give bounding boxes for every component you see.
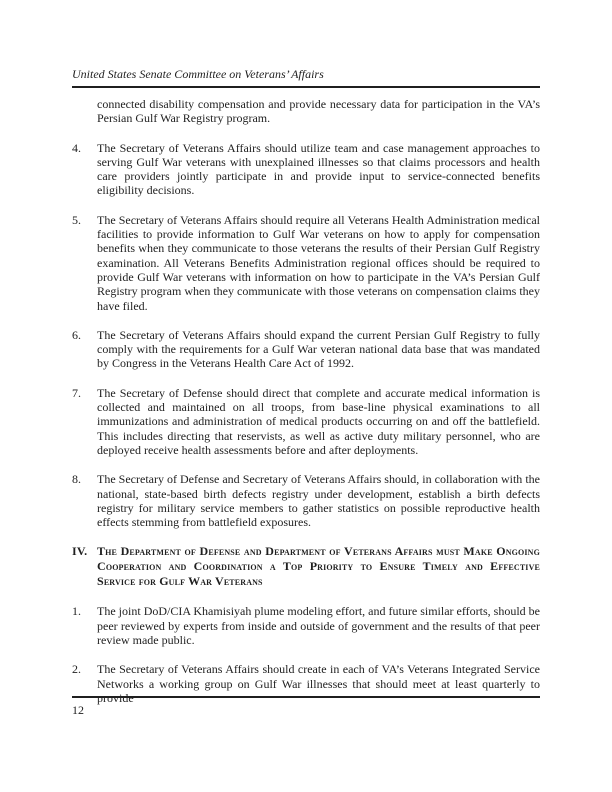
item-number: 6. — [72, 327, 81, 342]
paragraph-continuation: connected disability compensation and provide necessary data for participation in the VA’s Persian Gulf War Registry program. — [97, 97, 540, 126]
numbered-item — [72, 472, 540, 529]
item-number: 2. — [72, 662, 81, 677]
item-number: 4. — [72, 140, 81, 155]
numbered-item — [72, 141, 540, 198]
page-footer — [72, 696, 540, 717]
page-content — [72, 97, 540, 720]
item-text: The Secretary of Veterans Affairs should create in each of VA’s Veterans Integrated Service Networks a working group on Gulf War illnesses that should meet at least quarterly to provide — [97, 662, 540, 705]
item-number: 8. — [72, 472, 81, 487]
item-text: The Secretary of Veterans Affairs should expand the current Persian Gulf Registry to fully comply with the requirements for a Gulf War veteran national data base that was mandated by Congress in the Veterans Health Care Act of 1992. — [97, 327, 540, 371]
numbered-item — [72, 386, 540, 457]
item-number: 1. — [72, 604, 81, 619]
page-number: 12 — [72, 703, 84, 717]
item-number: 7. — [72, 385, 81, 400]
numbered-item — [72, 604, 540, 647]
section-title: The Department of Defense and Department of Veterans Affairs must Make Ongoing Cooperation and Coordination a Top Priority to Ensure Timely and Effective Service for Gulf War Veterans — [97, 544, 540, 589]
numbered-item — [72, 328, 540, 371]
item-number: 5. — [72, 212, 81, 227]
section-number: IV. — [72, 544, 88, 559]
item-text: The Secretary of Veterans Affairs should require all Veterans Health Administration medical facilities to provide information to Gulf War veterans on how to apply for compensation benefits when they communicate to those veterans the results of their Persian Gulf Registry examination. All Veterans Benefits Administration regional offices should be required to provide Gulf War veterans with information on how to participate in the VA’s Persian Gulf Registry program when they communicate with those veterans on compensation claims they have filed. — [97, 212, 540, 313]
page-header — [72, 68, 540, 88]
item-text: The Secretary of Defense and Secretary of Veterans Affairs should, in collaboration with the national, state-based birth defects registry under development, establish a birth defects registry for military service members to gather statistics on possible reproductive health effects stemming from battlefield exposures. — [97, 472, 540, 530]
section-heading — [72, 544, 540, 589]
running-header-title: United States Senate Committee on Veterans’ Affairs — [72, 67, 324, 81]
item-text: The Secretary of Defense should direct that complete and accurate medical information is collected and maintained on all troops, from base-line physical examinations to all immunizations and administration of medical products occurring on and off the battlefield. This includes directing that reservists, as well as active duty military personnel, who are deployed receive health assessments before and after deployments. — [97, 385, 540, 457]
item-text: The joint DoD/CIA Khamisiyah plume modeling effort, and future similar efforts, should be peer reviewed by experts from inside and outside of government and the results of that peer review made public. — [97, 604, 540, 648]
numbered-item — [72, 213, 540, 313]
item-text: The Secretary of Veterans Affairs should utilize team and case management approaches to serving Gulf War veterans with unexplained illnesses so that claims processors and health care providers jointly participate in and provide input to service-connected benefits eligibility decisions. — [97, 140, 540, 198]
